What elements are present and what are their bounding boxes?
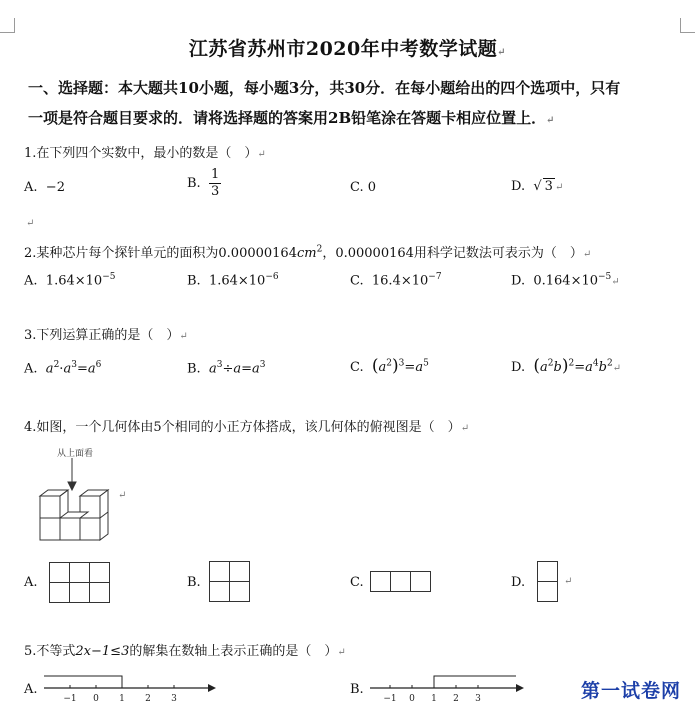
q4-option-a: A. [24,575,38,590]
tick-label: −1 [63,694,77,704]
question-5-stem: 5.不等式2x−1≤3的解集在数轴上表示正确的是（ ）↵ [24,644,346,659]
corner-mark-top-left [0,18,15,33]
q2-option-b: B. $1.64\times 10^{-6}$ [187,272,279,289]
page-title: 江苏省苏州市2020年中考数学试题↵ [188,38,507,60]
tick-label: 0 [93,694,99,704]
q3-option-b: B. $a^3\div a=a^3$ [187,360,266,377]
tick-label: 3 [171,694,177,704]
q4-option-b: B. [187,575,201,590]
q3-option-a: A. $a^2\cdot a^3=a^6$ [24,360,102,377]
tick-label: 1 [119,694,125,704]
q5-option-b: B. [350,682,364,697]
section-header [28,73,678,136]
watermark-logo: 第一试卷网 [580,680,681,702]
corner-mark-top-right [680,18,695,33]
q3-option-d: D. $(a^2b)^2=a^4b^2↵$ [511,356,622,376]
q4-option-d-grid [537,561,558,602]
question-2-stem: 2.某种芯片每个探针单元的面积为$0.00000164cm^2$，0.00000164用科学记数法可表示为（ ）↵ [24,244,592,261]
q4-option-a-grid [49,562,110,602]
q4-paragraph-mark: ↵ [564,576,573,587]
question-1-stem: 1.在下列四个实数中，最小的数是（ ）↵ [24,146,266,161]
q3-option-c: C. $(a^2)^3=a^5$ [350,356,429,376]
view-direction-label: 从上面看 [57,449,94,459]
q4-option-b-grid [209,561,250,602]
q4-option-d: D. [511,575,526,590]
q2-option-c: C. $16.4\times 10^{-7}$ [350,272,442,289]
tick-label: 3 [475,694,481,704]
question-4-stem: 4.如图，一个几何体由5个相同的小正方体搭成，该几何体的俯视图是（ ）↵ [24,420,470,435]
q1-option-b: B. $\frac{1}{3}$ [187,167,220,199]
empty-paragraph-mark: ↵ [26,218,35,229]
q4-option-c: C. [350,575,364,590]
section-header-line2: 一项是符合题目要求的．请将选择题的答案用2B铅笔涂在答题卡相应位置上．↵ [28,109,555,127]
tick-label: 0 [409,694,415,704]
q5-option-b-number-line [366,672,546,708]
figure-paragraph-mark: ↵ [118,490,127,501]
section-header-line1: 一、选择题：本大题共10小题，每小题3分，共30分．在每小题给出的四个选项中，只有 [28,79,621,97]
q5-option-a: A. [24,682,38,697]
q1-option-c: C. 0 [350,180,377,195]
q2-option-d: D. $0.164\times 10^{-5}↵$ [511,272,620,289]
q4-option-c-grid [370,571,431,592]
fraction: $\frac{1}{3}$ [210,167,220,199]
tick-label: 2 [145,694,151,704]
q1-option-a: A. −2 [24,180,65,195]
tick-label: −1 [383,694,397,704]
cube-solid-figure [36,456,116,544]
q5-option-a-number-line [40,672,220,708]
q2-option-a: A. $1.64\times 10^{-5}$ [24,272,116,289]
tick-label: 2 [453,694,459,704]
q1-option-d: D. √ 3 ↵ [511,179,564,194]
tick-label: 1 [431,694,437,704]
question-3-stem: 3.下列运算正确的是（ ）↵ [24,328,188,343]
